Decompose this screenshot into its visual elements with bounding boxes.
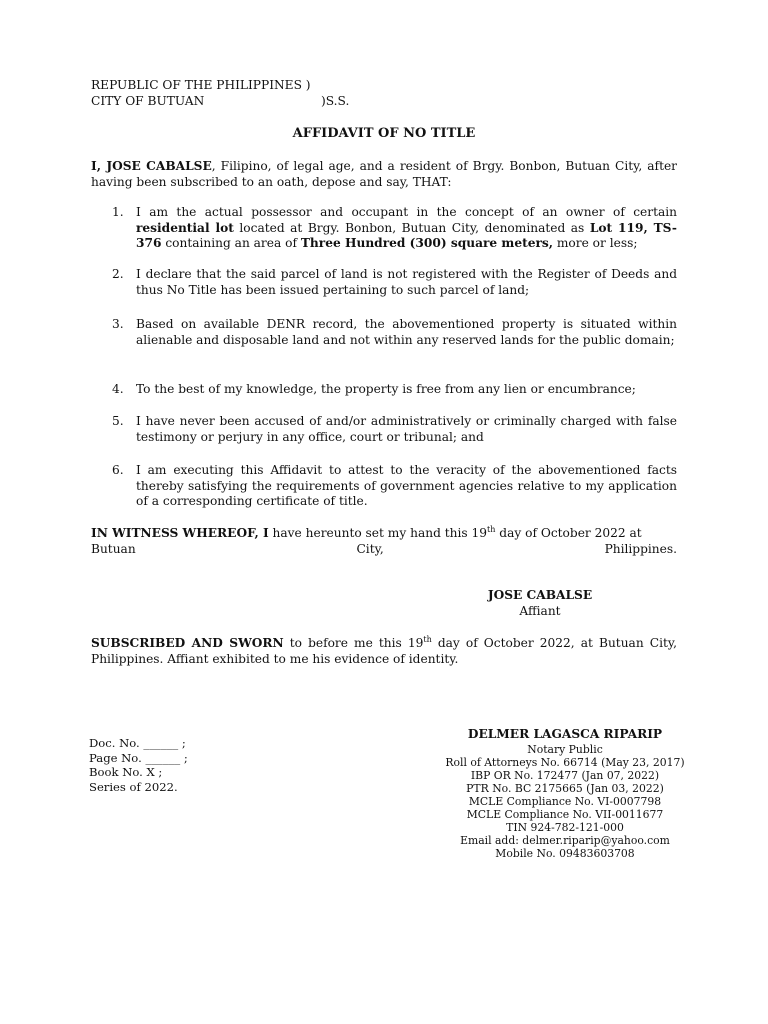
item-number: 6. [112,463,124,477]
item-text-part: more or less; [552,236,638,250]
jurat-text: to before me this 19 [283,636,424,650]
notary-line: Roll of Attorneys No. 66714 (May 23, 2017) [445,756,685,769]
affiant-intro-name: I, JOSE CABALSE [91,159,212,173]
series: Series of 2022. [89,779,178,794]
affiant-signature-block [440,588,640,619]
witness-word: Butuan [91,541,136,556]
witness-sup: th [487,524,496,534]
statement-item-4 [91,382,677,398]
notary-line: MCLE Compliance No. VII-0011677 [466,808,664,821]
notarial-register-info [89,736,309,794]
item-text: I have never been accused of and/or administratively or criminally charged with false testimony or perjury in any office, court or tribunal; and [136,414,677,444]
intro-text: , Filipino, of legal age, and a resident of Brgy. Bonbon, Butuan City, after having been subscribed to an oath, depose and say, THAT: [91,159,678,189]
jurat-sup: th [423,634,432,644]
page-no: Page No. ______ ; [89,750,188,765]
item-text-part: located at Brgy. Bonbon, Butuan City, denominated as [233,220,590,235]
venue-line-city [91,94,491,110]
witness-line-2 [91,542,677,558]
witness-text: day of October 2022 at [495,526,642,540]
item-number: 1. [112,205,124,219]
statement-item-5 [91,414,677,445]
item-text-bold: residential lot [136,220,234,235]
item-text: I am executing this Affidavit to attest to the veracity of the abovementioned facts thereby satisfying the requirements of government agencies relative to my application of a corresponding certificate of title. [136,463,677,508]
item-number: 5. [112,414,124,428]
notary-line: PTR No. BC 2175665 (Jan 03, 2022) [466,782,664,795]
item-text [136,205,677,252]
notary-line: IBP OR No. 172477 (Jan 07, 2022) [470,769,660,782]
venue-ss: )S.S. [321,94,350,108]
witness-text: have hereunto set my hand this 19 [268,526,488,540]
item-text-bold: Lot 119, TS-376 [136,220,677,250]
affiant-name: JOSE CABALSE [487,588,593,602]
notary-line: Email add: delmer.riparip@yahoo.com [460,834,670,847]
item-number: 2. [112,267,124,281]
statement-item-1 [91,205,677,252]
venue-line-republic: REPUBLIC OF THE PHILIPPINES ) [91,78,311,92]
statement-item-2 [91,267,677,298]
notary-name: DELMER LAGASCA RIPARIP [467,727,663,741]
notary-line: MCLE Compliance No. VI-0007798 [468,795,662,808]
item-text-part: containing an area of [161,236,301,250]
venue-city: CITY OF BUTUAN [91,94,205,108]
affiant-label: Affiant [519,603,561,618]
notary-line: Mobile No. 09483603708 [495,847,635,860]
notary-line: TIN 924-782-121-000 [506,821,624,834]
witness-paragraph [91,526,677,557]
jurat-text: day of October 2022, at Butuan City, Philippines. Affiant exhibited to me his evidence of identity. [91,636,678,666]
item-text: I declare that the said parcel of land is not registered with the Register of Deeds and thus No Title has been issued pertaining to such parcel of land; [136,267,677,297]
item-text-part: I am the actual possessor and occupant in the concept of an owner of certain [136,205,677,219]
item-text-bold: Three Hundred (300) square meters, [300,236,553,250]
witness-word: City, [356,541,384,556]
witness-line-1 [91,526,677,542]
witness-word: Philippines. [604,541,677,556]
book-no: Book No. X ; [89,765,163,779]
statement-item-6 [91,463,677,510]
venue-block [91,78,491,110]
notary-line: Notary Public [527,743,603,756]
jurat-bold: SUBSCRIBED AND SWORN [91,636,284,650]
jurat-paragraph [91,636,677,667]
statement-item-3 [91,317,677,348]
intro-paragraph [91,159,677,190]
item-number: 3. [112,317,124,331]
notary-block [419,726,711,860]
item-text: Based on available DENR record, the abovementioned property is situated within alienable and disposable land and not within any reserved lands for the public domain; [136,317,677,347]
item-number: 4. [112,382,124,396]
witness-bold: IN WITNESS WHEREOF, I [91,526,269,540]
doc-no: Doc. No. ______ ; [89,736,186,750]
document-title: AFFIDAVIT OF NO TITLE [292,126,476,141]
item-text: To the best of my knowledge, the property is free from any lien or encumbrance; [136,382,636,396]
